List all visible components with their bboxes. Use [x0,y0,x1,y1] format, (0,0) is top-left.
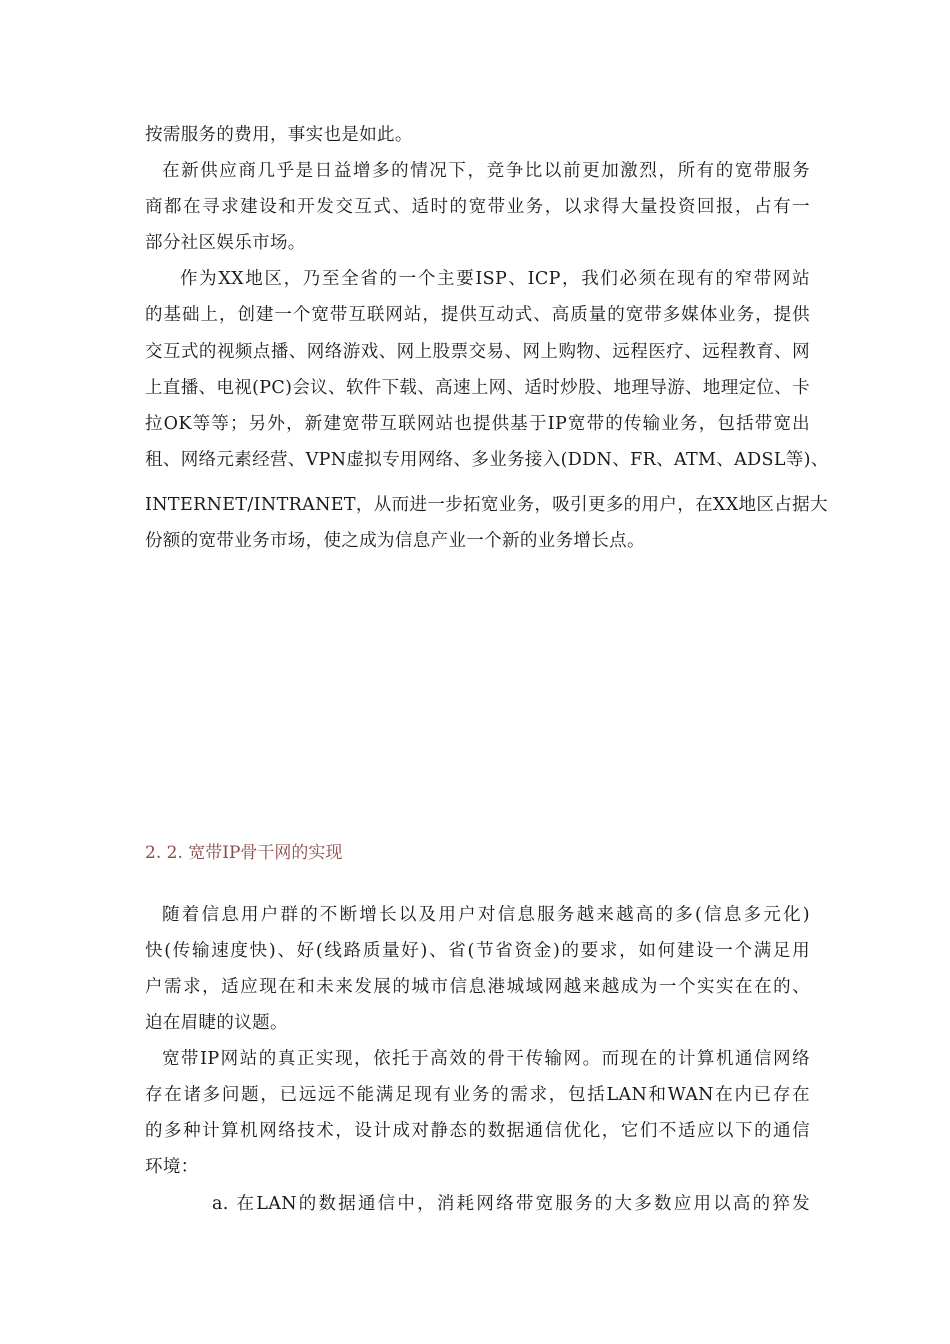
paragraph-line: 户需求，适应现在和未来发展的城市信息港城域网越来越成为一个实实在在的、 [145,977,810,997]
paragraph-line: 上直播、电视(PC)会议、软件下载、高速上网、适时炒股、地理导游、地理定位、卡 [145,378,810,398]
paragraph-line: 存在诸多问题，已远远不能满足现有业务的需求，包括LAN和WAN在内已存在 [145,1085,810,1105]
paragraph-line: 的基础上，创建一个宽带互联网站，提供互动式、高质量的宽带多媒体业务，提供 [145,305,810,325]
paragraph-line: 作为XX地区，乃至全省的一个主要ISP、ICP，我们必须在现有的窄带网站 [180,269,810,289]
paragraph-line: 商都在寻求建设和开发交互式、适时的宽带业务，以求得大量投资回报，占有一 [145,197,810,217]
paragraph-line: 快(传输速度快)、好(线路质量好)、省(节省资金)的要求，如何建设一个满足用 [145,941,810,961]
paragraph-line: 环境： [145,1157,199,1177]
paragraph-line: 在新供应商几乎是日益增多的情况下，竞争比以前更加激烈，所有的宽带服务 [162,161,810,181]
paragraph-line: 拉OK等等；另外，新建宽带互联网站也提供基于IP宽带的传输业务，包括带宽出 [145,414,810,434]
paragraph-line: 交互式的视频点播、网络游戏、网上股票交易、网上购物、远程医疗、远程教育、网 [145,342,810,362]
paragraph-line: 迫在眉睫的议题。 [145,1013,288,1033]
paragraph-line: INTERNET/INTRANET，从而进一步拓宽业务，吸引更多的用户，在XX地区占据大 [145,495,828,515]
paragraph-line: 部分社区娱乐市场。 [145,233,306,253]
paragraph-line: 宽带IP网站的真正实现，依托于高效的骨干传输网。而现在的计算机通信网络 [162,1049,810,1069]
section-heading: 2. 2. 宽带IP骨干网的实现 [145,843,343,863]
paragraph-line: 按需服务的费用，事实也是如此。 [145,125,413,145]
paragraph-line: 的多种计算机网络技术，设计成对静态的数据通信优化，它们不适应以下的通信 [145,1121,810,1141]
paragraph-line: 随着信息用户群的不断增长以及用户对信息服务越来越高的多(信息多元化) [162,905,810,925]
paragraph-line: 租、网络元素经营、VPN虚拟专用网络、多业务接入(DDN、FR、ATM、ADSL等)、 [145,450,829,470]
list-item-line: a. 在LAN的数据通信中，消耗网络带宽服务的大多数应用以高的猝发 [212,1194,810,1214]
paragraph-line: 份额的宽带业务市场，使之成为信息产业一个新的业务增长点。 [145,531,645,551]
